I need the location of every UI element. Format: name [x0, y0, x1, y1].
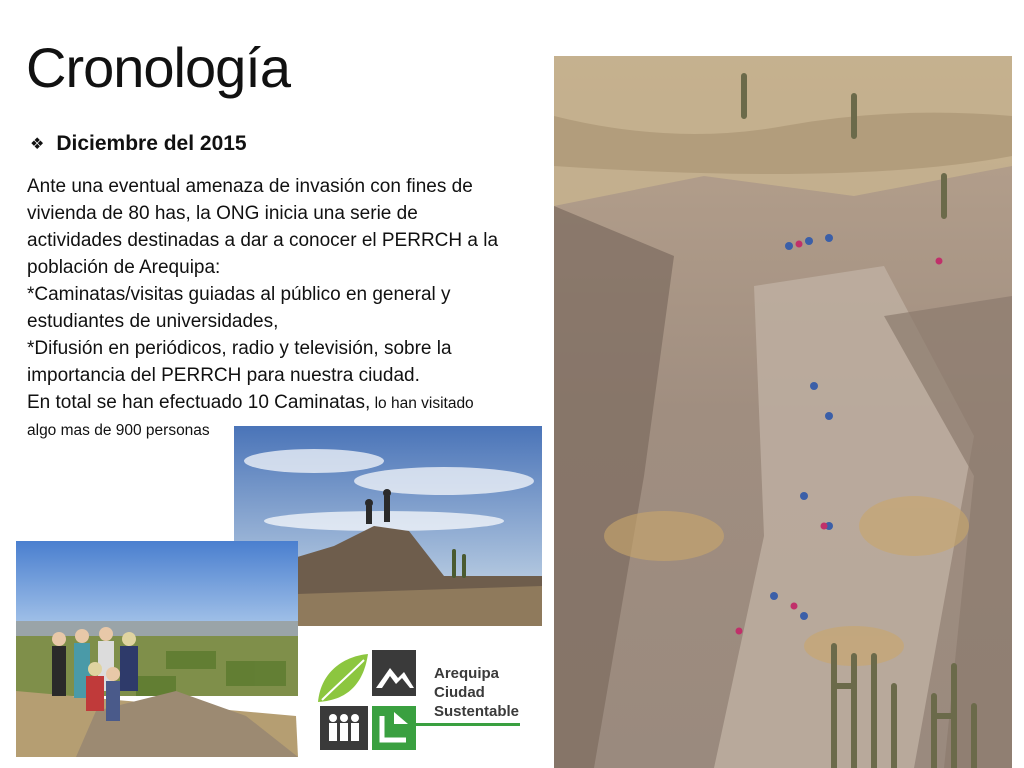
logo-line-2: Ciudad [434, 684, 485, 701]
slide-title: Cronología [26, 36, 290, 99]
text-line: vivienda de 80 has, la ONG inicia una serie de [27, 203, 418, 224]
logo-wordmark [434, 664, 519, 721]
text-line-visitors: algo mas de 900 personas [27, 422, 210, 439]
text-line: actividades destinadas a dar a conocer el PERRCH a la [27, 230, 499, 251]
group-photo [16, 541, 298, 757]
diamond-bullet-icon: ❖ [30, 136, 45, 153]
logo-underline [416, 723, 520, 726]
text-line: importancia del PERRCH para nuestra ciudad. [27, 365, 420, 386]
arequipa-sustentable-logo [316, 650, 526, 750]
heading-text: Diciembre del 2015 [56, 132, 247, 155]
logo-line-3: Sustentable [434, 703, 520, 720]
text-line-closing [27, 389, 532, 417]
text-line: Ante una eventual amenaza de invasión con fines de [27, 176, 473, 197]
text-line: *Difusión en periódicos, radio y televisión, sobre la [27, 338, 452, 359]
logo-line-1: Arequipa [434, 665, 500, 682]
text-line: estudiantes de universidades, [27, 311, 279, 332]
logo-mark-icon [316, 650, 416, 750]
closing-small: lo han visitado [370, 395, 474, 412]
bullet-heading [30, 132, 247, 156]
gorge-hikers-photo [554, 56, 1012, 768]
body-paragraph [27, 173, 532, 444]
text-line: población de Arequipa: [27, 257, 221, 278]
closing-main: En total se han efectuado 10 Caminatas, [27, 392, 371, 413]
text-line: *Caminatas/visitas guiadas al público en general y [27, 284, 451, 305]
